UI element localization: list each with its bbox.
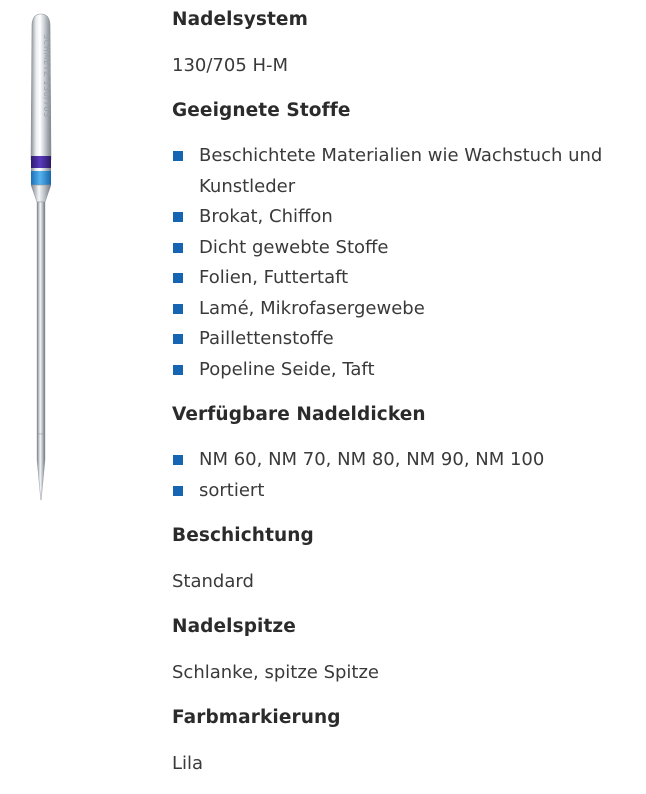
- bullet-square-icon: [173, 212, 183, 222]
- list-item-text: Brokat, Chiffon: [199, 206, 333, 227]
- heading-beschichtung: Beschichtung: [172, 525, 314, 546]
- heading-nadelspitze: Nadelspitze: [172, 616, 296, 637]
- list-item: [172, 476, 642, 507]
- heading-nadelsystem: Nadelsystem: [172, 9, 308, 30]
- needle-shank-text: SCHMETZ 130/705: [42, 34, 51, 118]
- list-item-text: Popeline Seide, Taft: [199, 358, 375, 380]
- list-geeignete-stoffe: [172, 141, 642, 385]
- list-item: [172, 324, 642, 355]
- bullet-square-icon: [173, 365, 183, 375]
- product-specs: [172, 5, 642, 794]
- list-item: [172, 202, 642, 233]
- list-item: [172, 294, 642, 325]
- list-item: [172, 445, 642, 476]
- list-item-text: Paillettenstoffe: [199, 328, 334, 349]
- list-item-text: Lamé, Mikrofasergewebe: [199, 297, 425, 319]
- heading-verfuegbare-nadeldicken: Verfügbare Nadeldicken: [172, 404, 426, 425]
- bullet-square-icon: [173, 304, 183, 314]
- list-item-text: NM 60, NM 70, NM 80, NM 90, NM 100: [199, 449, 545, 470]
- list-item: [172, 233, 642, 264]
- value-nadelspitze: Schlanke, spitze Spitze: [172, 662, 380, 683]
- bullet-square-icon: [173, 486, 183, 496]
- bullet-square-icon: [173, 151, 183, 161]
- list-item: [172, 263, 642, 294]
- list-item-text: Dicht gewebte Stoffe: [199, 236, 389, 258]
- list-item: [172, 141, 642, 202]
- bullet-square-icon: [173, 334, 183, 344]
- list-nadeldicken: [172, 445, 642, 506]
- bullet-square-icon: [173, 243, 183, 253]
- value-nadelsystem: 130/705 H-M: [172, 55, 289, 76]
- heading-geeignete-stoffe: Geeignete Stoffe: [172, 100, 351, 121]
- heading-farbmarkierung: Farbmarkierung: [172, 707, 341, 728]
- needle-image: [18, 10, 64, 502]
- list-item-text: sortiert: [199, 479, 265, 501]
- value-beschichtung: Standard: [172, 571, 254, 592]
- list-item: [172, 355, 642, 386]
- bullet-square-icon: [173, 455, 183, 465]
- list-item-text: Beschichtete Materialien wie Wachstuch und Kunstleder: [199, 145, 603, 197]
- needle-illustration: [18, 10, 64, 502]
- bullet-square-icon: [173, 273, 183, 283]
- value-farbmarkierung: Lila: [172, 753, 204, 774]
- list-item-text: Folien, Futtertaft: [199, 267, 349, 288]
